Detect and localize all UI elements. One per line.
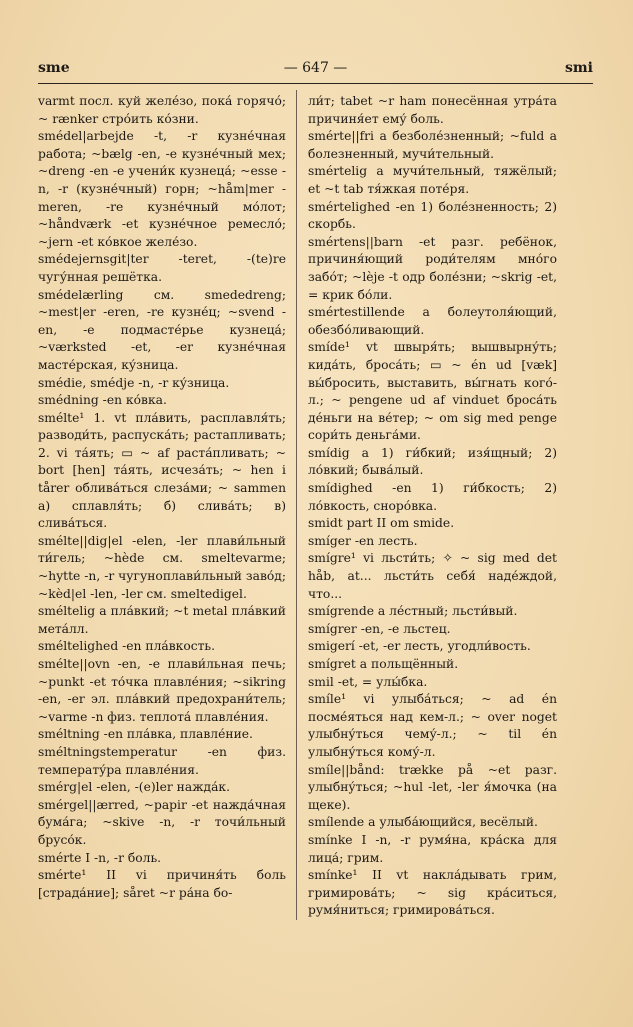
dictionary-entry: smértestillende a болеутоля́ющий, обезбо́ливающий.	[308, 305, 557, 337]
dictionary-entry: smédel|arbejde -t, -r кузне́чная работа; ~bælg -en, -e кузне́чный мех; ~dreng -en -e учени́к кузнеца́; ~esse -n, -r (кузне́чный) горн; ~håm|mer -meren, -re кузне́чный мо́лот; ~håndværk -et кузне́чное ремесло́; ~jern -et ко́вкое желе́зо.	[38, 129, 286, 249]
dictionary-entry: smídighed -en 1) ги́бкость; 2) ло́вкость, сноро́вка.	[308, 481, 557, 513]
dictionary-entry: smígre¹ vi льсти́ть; ✧ ~ sig med det håb, at... льсти́ть себя́ наде́ждой, что...	[308, 551, 557, 601]
dictionary-entry: smérte I -n, -r боль.	[38, 850, 162, 865]
dictionary-entry: varmt посл. куй желе́зо, пока́ горячо́; ~ rænker стро́ить ко́зни.	[38, 94, 286, 126]
dictionary-entry: smil -et, = улы́бка.	[308, 674, 428, 689]
left-column	[38, 93, 286, 902]
dictionary-entry: smínke I -n, -r румя́на, кра́ска для лица́; грим.	[308, 832, 557, 865]
dictionary-entry: smínke¹ II vt накла́дывать грим, гримирова́ть; ~ sig кра́ситься, румя́ниться; гримирова́ться.	[308, 868, 557, 918]
dictionary-entry: smíger -en лесть.	[308, 533, 418, 548]
dictionary-entry: smíle||bånd: trække på ~et разг. улыбну́ться; ~hul -let, -ler я́мочка (на щеке).	[308, 762, 557, 812]
dictionary-entry: smérgel||ærred, ~papir -et нажда́чная бума́га; ~skive -n, -r точи́льный брусо́к.	[38, 797, 286, 847]
dictionary-entry: smérg|el -elen, -(e)ler нажда́к.	[38, 780, 231, 795]
dictionary-entry: smérte¹ II vi причиня́ть боль [страда́ние]; såret ~r ра́на бо-	[38, 868, 286, 900]
dictionary-entry: smélte¹ 1. vt пла́вить, расплавля́ть; разводи́ть, распуска́ть; растапливать; 2. vi та́ять; ▭ ~ af раста́пливать; ~ bort [hen] та́ять, исчеза́ть; ~ hen i tårer облива́ться слеза́ми; ~ sammen а) сплавля́ть; б) слива́ть; в) слива́ться.	[38, 410, 286, 531]
dictionary-entry: smérte||fri a безболе́зненный; ~fuld a болезненный, мучи́тельный.	[308, 129, 557, 161]
dictionary-entry: smértelig a мучи́тельный, тяжёлый; et ~t tab тя́жкая поте́ря.	[308, 164, 557, 196]
dictionary-entry: smértens||barn -et разг. ребёнок, причиня́ющий роди́телям мно́го забо́т; ~lèje -t одр боле́зни; ~skrig -et, = крик бо́ли.	[308, 234, 557, 302]
page-number: — 647 —	[283, 60, 348, 76]
dictionary-entry: smígrende a ле́стный; льсти́вый.	[308, 604, 518, 619]
dictionary-entry: sméltelig a пла́вкий; ~t metal пла́вкий мета́лл.	[38, 604, 286, 636]
dictionary-entry: ли́т; tabet ~r ham понесённая утра́та причиня́ет ему́ боль.	[308, 94, 557, 126]
header-left-guide-word: sme	[38, 60, 70, 76]
dictionary-entry: smígrer -en, -e льстец.	[308, 621, 451, 636]
dictionary-entry: smíde¹ vt швыря́ть; вышвырну́ть; кида́ть, броса́ть; ▭ ~ én ud [væk] вы́бросить, выставить, вы́гнать кого́-л.; ~ pengene ud af vinduet броса́ть де́ньги на ве́тер; ~ om sig med penge сори́ть деньга́ми.	[308, 340, 557, 443]
dictionary-entry: smédejernsgit|ter -teret, -(te)re чугу́нная решётка.	[38, 252, 286, 284]
dictionary-entry: smíle¹ vi улыба́ться; ~ ad én посме́яться над кем-л.; ~ over noget улыбну́ться чему́-л.; ~ til én улыбну́ться кому́-л.	[308, 692, 557, 759]
dictionary-entry: smílende a улыба́ющийся, весёлый.	[308, 815, 538, 830]
dictionary-entry: smédning -en ко́вка.	[38, 393, 167, 408]
dictionary-entry: sméltelighed -en пла́вкость.	[38, 639, 216, 654]
dictionary-entry: smígret a польщённый.	[308, 657, 459, 671]
header-rule	[38, 83, 593, 84]
dictionary-entry: smidt part II om smide.	[308, 516, 455, 531]
column-divider	[296, 90, 297, 920]
dictionary-entry: smigerí -et, -er лесть, угодли́вость.	[308, 639, 531, 654]
dictionary-entry: smélte||ovn -en, -e плави́льная печь; ~punkt -et то́чка плавле́ния; ~sikring -en, -er эл. пла́вкий предохрани́тель; ~varme -n физ. теплота́ плавле́ния.	[38, 657, 286, 724]
right-column	[308, 93, 557, 920]
dictionary-entry: smídig a 1) ги́бкий; изя́щный; 2) ло́вкий; быва́лый.	[308, 445, 557, 478]
header-right-guide-word: smi	[564, 60, 593, 76]
dictionary-entry: smértelighed -en 1) боле́зненность; 2) скорбь.	[308, 199, 557, 232]
dictionary-entry: sméltningstemperatur -en физ. температу́ра плавле́ния.	[38, 744, 286, 777]
dictionary-entry: smédelærling см. smededreng; ~mest|er -eren, -re кузне́ц; ~svend -en, -e подмасте́рье кузнеца́; ~værksted -et, -er кузне́чная масте́рская, ку́зница.	[38, 287, 286, 372]
dictionary-entry: smédie, smédje -n, -r ку́зница.	[38, 375, 230, 390]
page-header	[38, 60, 593, 82]
dictionary-entry: smélte||dig|el -elen, -ler плави́льный ти́гель; ~hède см. smeltevarme; ~hytte -n, -r чугуноплави́льный заво́д; ~kèd|el -len, -ler см. smeltedigel.	[38, 533, 286, 601]
dictionary-entry: sméltning -en пла́вка, плавле́ние.	[38, 727, 253, 742]
